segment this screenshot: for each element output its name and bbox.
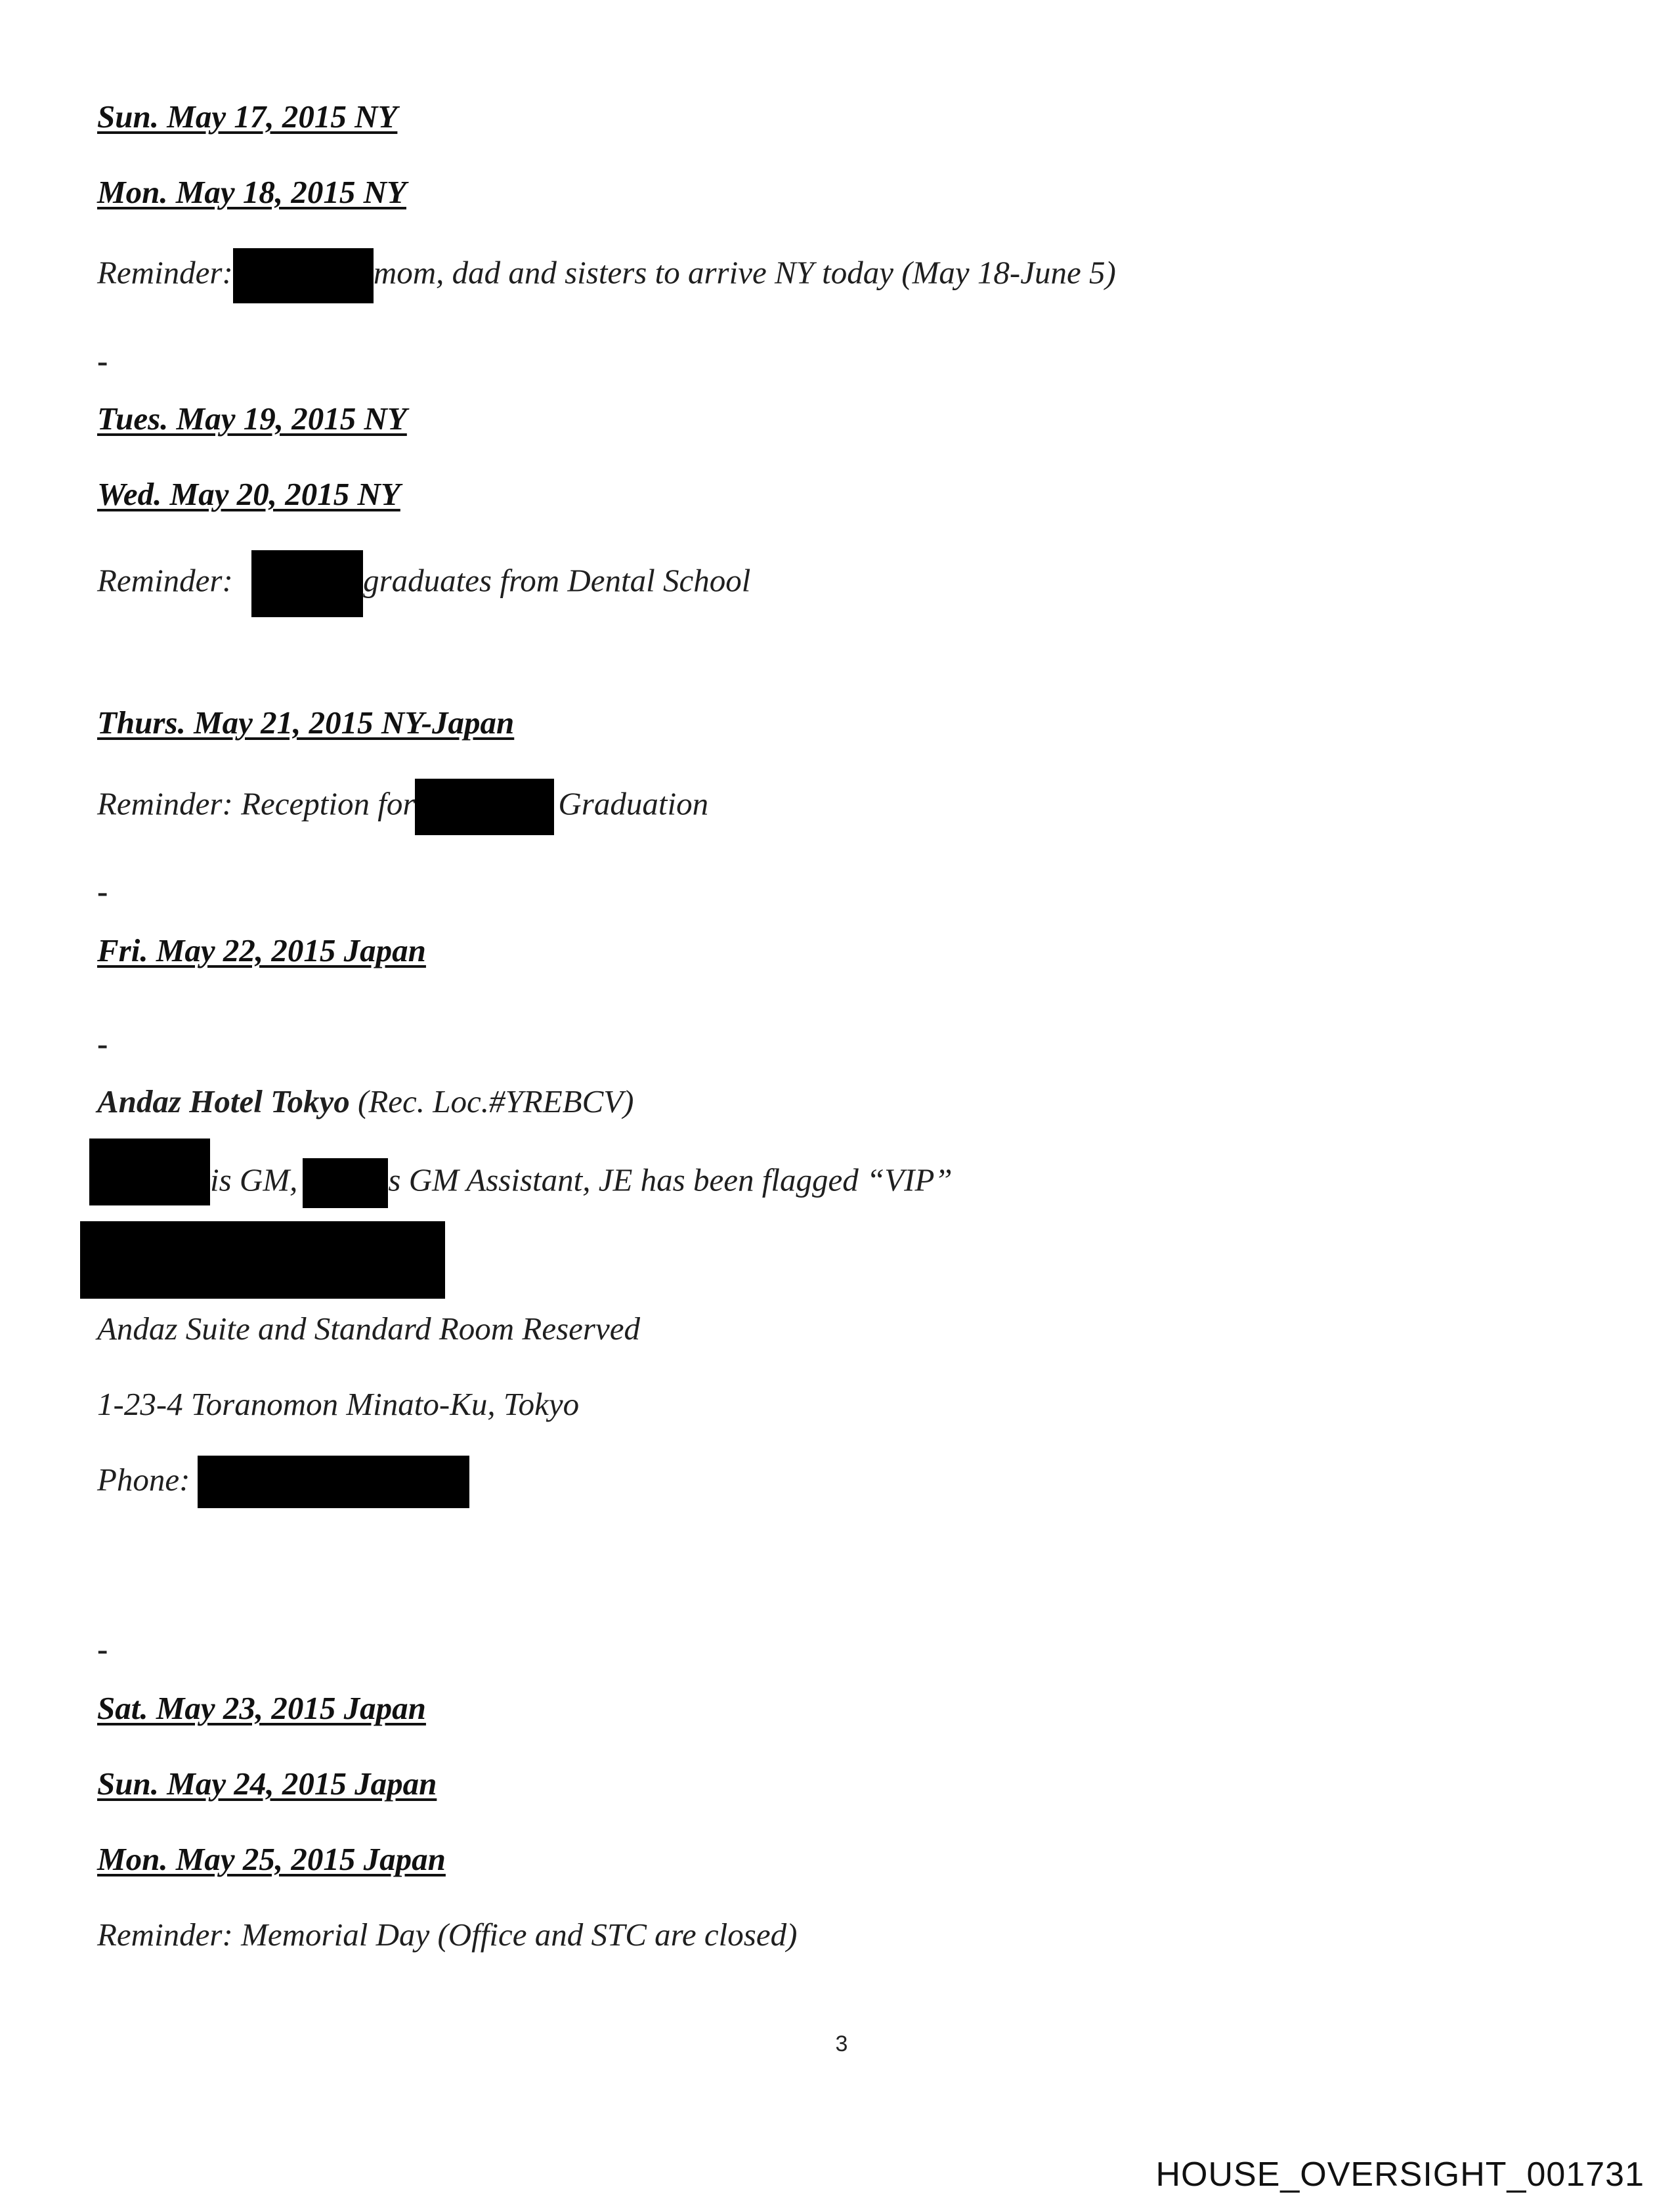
date-heading: Sat. May 23, 2015 Japan	[97, 1690, 426, 1726]
date-heading: Sun. May 17, 2015 NY	[97, 98, 398, 135]
reminder-text: Graduation	[558, 785, 709, 822]
reminder-line	[97, 779, 708, 835]
reminder-text: mom, dad and sisters to arrive NY today (May 18-June 5)	[373, 254, 1116, 291]
redaction-box	[198, 1456, 469, 1508]
hotel-line	[97, 1082, 634, 1121]
reminder-label: Reminder: Reception for	[97, 785, 416, 822]
hotel-name: Andaz Hotel Tokyo	[97, 1083, 350, 1119]
bates-number: HOUSE_OVERSIGHT_001731	[1155, 2156, 1644, 2194]
reminder-label: Reminder:	[97, 254, 233, 291]
separator-dash: -	[97, 1631, 108, 1667]
gm-text: is GM,	[210, 1161, 298, 1198]
page-number: 3	[835, 2031, 848, 2056]
redaction-box	[415, 779, 554, 835]
date-heading: Fri. May 22, 2015 Japan	[97, 932, 426, 968]
date-heading: Mon. May 25, 2015 Japan	[97, 1841, 446, 1877]
reminder-line: Reminder: Memorial Day (Office and STC are closed)	[97, 1917, 798, 1953]
separator-dash: -	[97, 873, 108, 909]
reminder-line	[97, 248, 1116, 303]
date-heading: Thurs. May 21, 2015 NY-Japan	[97, 705, 515, 741]
redaction-box	[89, 1139, 210, 1205]
redaction-box	[251, 550, 363, 617]
address-line: 1-23-4 Toranomon Minato-Ku, Tokyo	[97, 1386, 580, 1422]
date-heading: Sun. May 24, 2015 Japan	[97, 1766, 437, 1802]
separator-dash: -	[97, 1026, 108, 1062]
redaction-box	[233, 248, 374, 303]
reminder-line	[97, 550, 750, 617]
phone-line	[97, 1460, 190, 1500]
date-heading: Mon. May 18, 2015 NY	[97, 174, 406, 210]
hotel-locator: (Rec. Loc.#YREBCV)	[349, 1083, 634, 1119]
redaction-box	[80, 1221, 445, 1299]
redaction-box	[303, 1158, 388, 1208]
gm-line	[210, 1158, 953, 1208]
reminder-text: graduates from Dental School	[363, 562, 751, 599]
phone-label: Phone:	[97, 1462, 190, 1498]
reminder-label: Reminder:	[97, 562, 242, 599]
gm-text: s GM Assistant, JE has been flagged “VIP”	[388, 1161, 953, 1198]
date-heading: Tues. May 19, 2015 NY	[97, 401, 407, 437]
separator-dash: -	[97, 343, 108, 379]
room-line: Andaz Suite and Standard Room Reserved	[97, 1311, 640, 1347]
date-heading: Wed. May 20, 2015 NY	[97, 476, 400, 512]
